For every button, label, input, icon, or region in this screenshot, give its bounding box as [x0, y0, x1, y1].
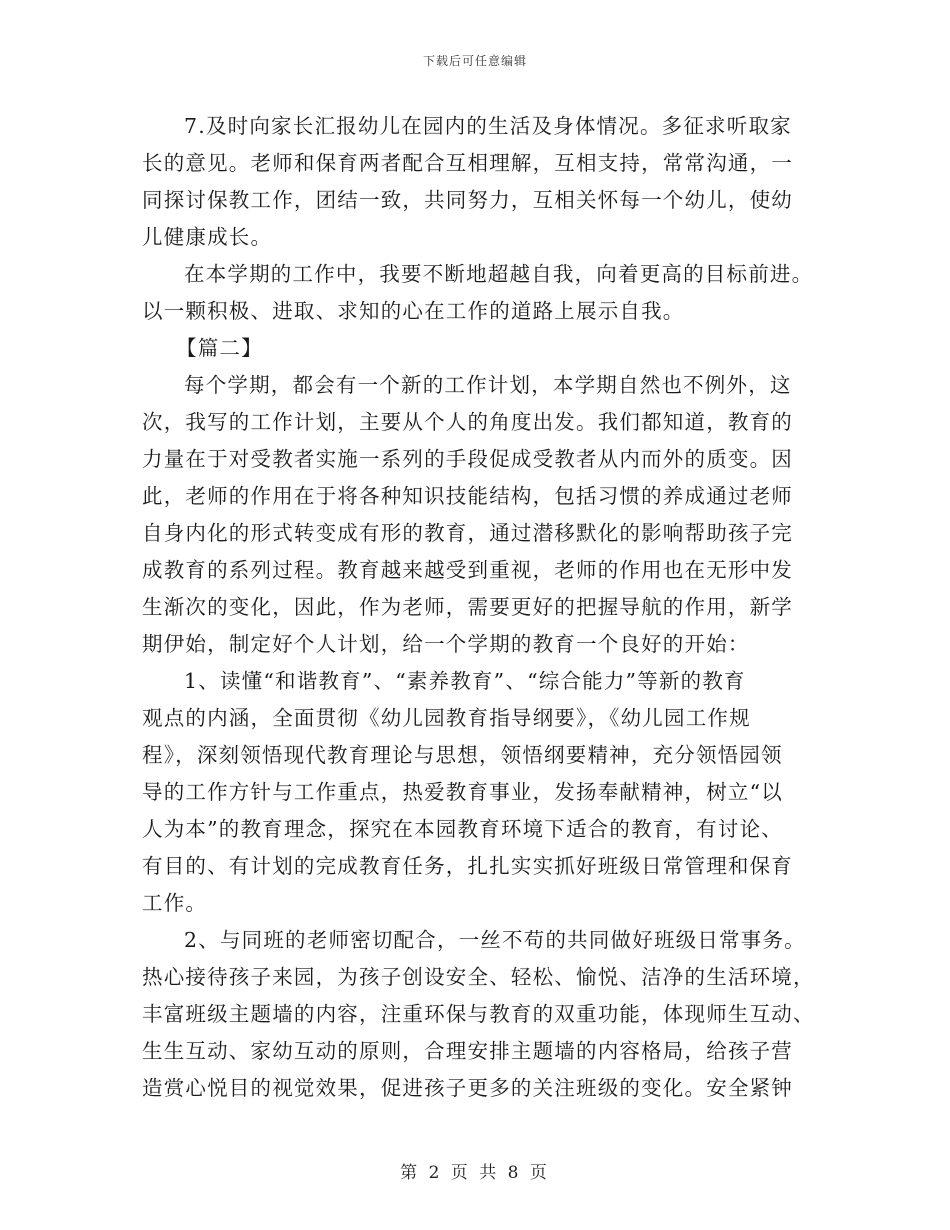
- text-line: 在本学期的工作中，我要不断地超越自我，向着更高的目标前进。: [184, 262, 814, 286]
- document-body: [142, 108, 814, 1107]
- text-line: 热心接待孩子来园，为孩子创设安全、轻松、愉悦、洁净的生活环境，: [142, 965, 815, 989]
- page-header: 下载后可任意编辑: [422, 54, 527, 68]
- text-line: 长的意见。老师和保育两者配合互相理解，互相支持，常常沟通，一: [142, 151, 793, 175]
- text-line: 生渐次的变化，因此，作为老师，需要更好的把握导航的作用，新学: [142, 595, 793, 619]
- text-line: 力量在于对受教者实施一系列的手段促成受教者从内而外的质变。因: [142, 447, 793, 471]
- text-line: 次，我写的工作计划，主要从个人的角度出发。我们都知道，教育的: [142, 410, 793, 434]
- text-line: 程》，深刻领悟现代教育理论与思想，领悟纲要精神，充分领悟园领: [142, 743, 783, 767]
- text-line: 观点的内涵，全面贯彻《幼儿园教育指导纲要》，《幼儿园工作规: [142, 706, 751, 730]
- page-footer: 第 2 页 共 8 页: [400, 1163, 550, 1183]
- text-line: 同探讨保教工作，团结一致，共同努力，互相关怀每一个幼儿，使幼: [142, 188, 793, 212]
- text-line: 此，老师的作用在于将各种知识技能结构，包括习惯的养成通过老师: [142, 484, 793, 508]
- text-line: 导的工作方针与工作重点，热爱教育事业，发扬奉献精神，树立“以: [142, 780, 783, 804]
- text-line: 儿健康成长。: [142, 225, 273, 249]
- text-line: 7.及时向家长汇报幼儿在园内的生活及身体情况。多征求听取家: [184, 114, 792, 138]
- text-line: 期伊始，制定好个人计划，给一个学期的教育一个良好的开始：: [142, 632, 750, 656]
- text-line: 每个学期，都会有一个新的工作计划，本学期自然也不例外，这: [184, 373, 792, 397]
- section-heading: 【篇二】: [176, 336, 263, 360]
- text-line: 以一颗积极、进取、求知的心在工作的道路上展示自我。: [142, 299, 685, 323]
- text-line: 自身内化的形式转变成有形的教育，通过潜移默化的影响帮助孩子完: [142, 521, 793, 545]
- text-line: 有目的、有计划的完成教育任务，扎扎实实抓好班级日常管理和保育: [142, 854, 793, 878]
- text-line: 成教育的系列过程。教育越来越受到重视，老师的作用也在无形中发: [142, 558, 793, 582]
- text-line: 造赏心悦目的视觉效果，促进孩子更多的关注班级的变化。安全紧钟: [142, 1076, 793, 1100]
- text-line: 人为本”的教育理念，探究在本园教育环境下适合的教育，有讨论、: [142, 817, 783, 841]
- text-line: 生生互动、家幼互动的原则，合理安排主题墙的内容格局，给孩子营: [142, 1039, 793, 1063]
- text-line: 丰富班级主题墙的内容，注重环保与教育的双重功能，体现师生互动、: [142, 1002, 815, 1026]
- text-line: 工作。: [142, 891, 208, 915]
- text-line: 2、与同班的老师密切配合，一丝不苟的共同做好班级日常事务。: [184, 928, 806, 952]
- text-line: 1、读懂“和谐教育”、“素养教育”、“综合能力”等新的教育: [184, 669, 746, 693]
